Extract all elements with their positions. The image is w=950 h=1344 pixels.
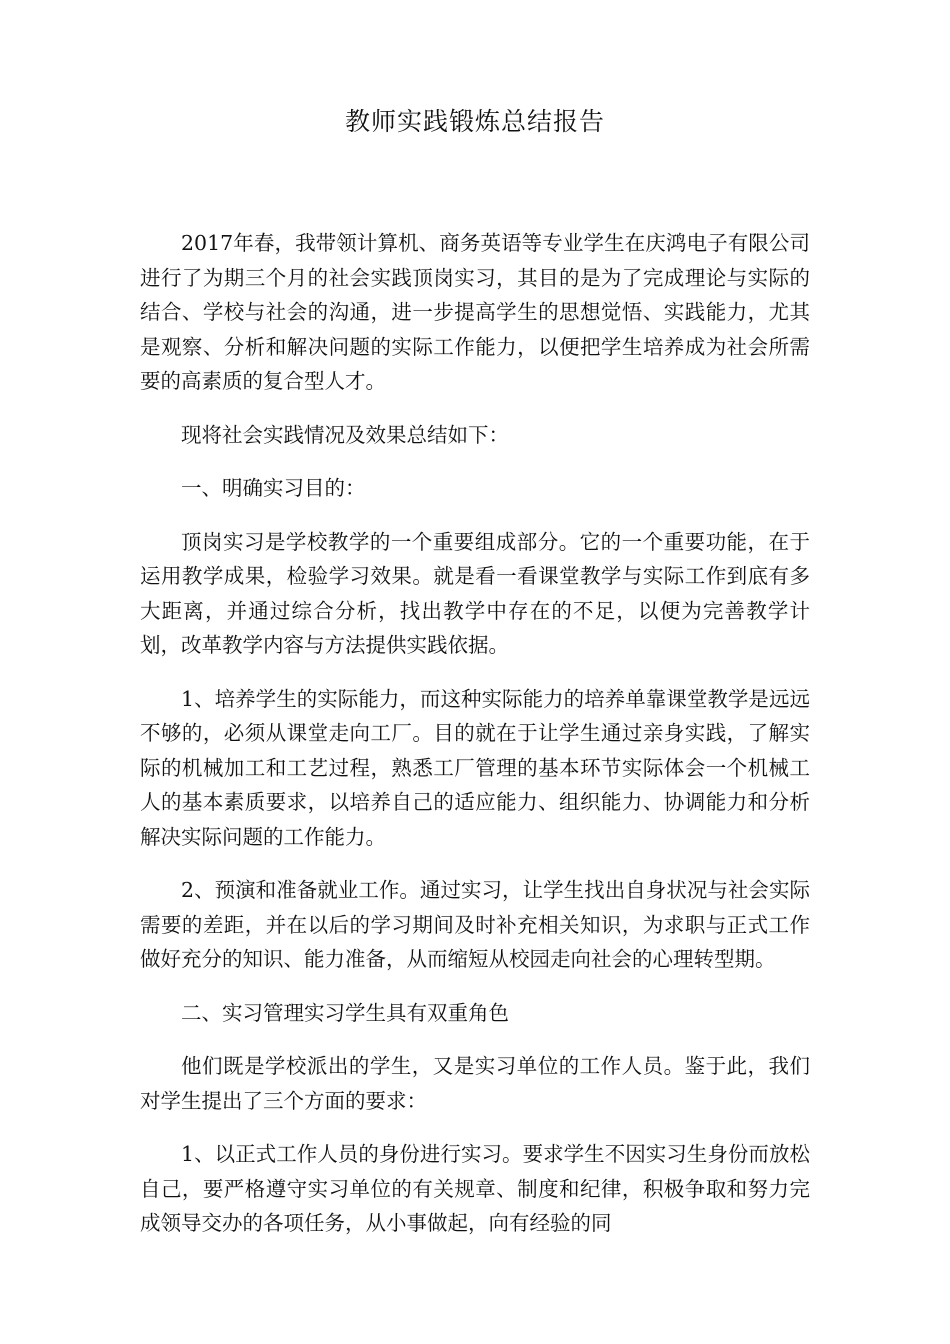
paragraph-purpose-point-1: 1、培养学生的实际能力，而这种实际能力的培养单靠课堂教学是远远不够的，必须从课堂走向工厂。目的就在于让学生通过亲身实践，了解实际的机械加工和工艺过程，熟悉工厂管理的基本环节实际体会一个机械工人的基本素质要求，以培养自己的适应能力、组织能力、协调能力和分析解决实际问题的工作能力。 [140, 686, 810, 849]
paragraph-purpose: 顶岗实习是学校教学的一个重要组成部分。它的一个重要功能，在于运用教学成果，检验学习效果。就是看一看课堂教学与实际工作到底有多大距离，并通过综合分析，找出教学中存在的不足，以便为完善教学计划，改革教学内容与方法提供实践依据。 [140, 529, 810, 657]
paragraph-management-point-1: 1、以正式工作人员的身份进行实习。要求学生不因实习生身份而放松自己，要严格遵守实习单位的有关规章、制度和纪律，积极争取和努力完成领导交办的各项任务，从小事做起，向有经验的同 [140, 1142, 810, 1235]
document-body [140, 226, 810, 1260]
paragraph-management: 他们既是学校派出的学生，又是实习单位的工作人员。鉴于此，我们对学生提出了三个方面的要求： [140, 1054, 810, 1113]
paragraph-intro: 2017年春，我带领计算机、商务英语等专业学生在庆鸿电子有限公司进行了为期三个月的社会实践顶岗实习，其目的是为了完成理论与实际的结合、学校与社会的沟通，进一步提高学生的思想觉悟、实践能力，尤其是观察、分析和解决问题的实际工作能力，以便把学生培养成为社会所需要的高素质的复合型人才。 [140, 231, 810, 393]
section-heading-management: 二、实习管理实习学生具有双重角色 [181, 1000, 509, 1025]
document-title: 教师实践锻炼总结报告 [344, 107, 605, 136]
paragraph-summary-lead: 现将社会实践情况及效果总结如下： [181, 422, 509, 447]
paragraph-purpose-point-2: 2、预演和准备就业工作。通过实习，让学生找出自身状况与社会实际需要的差距，并在以后的学习期间及时补充相关知识，为求职与正式工作做好充分的知识、能力准备，从而缩短从校园走向社会的心理转型期。 [140, 878, 810, 971]
section-heading-purpose: 一、明确实习目的： [181, 476, 366, 500]
